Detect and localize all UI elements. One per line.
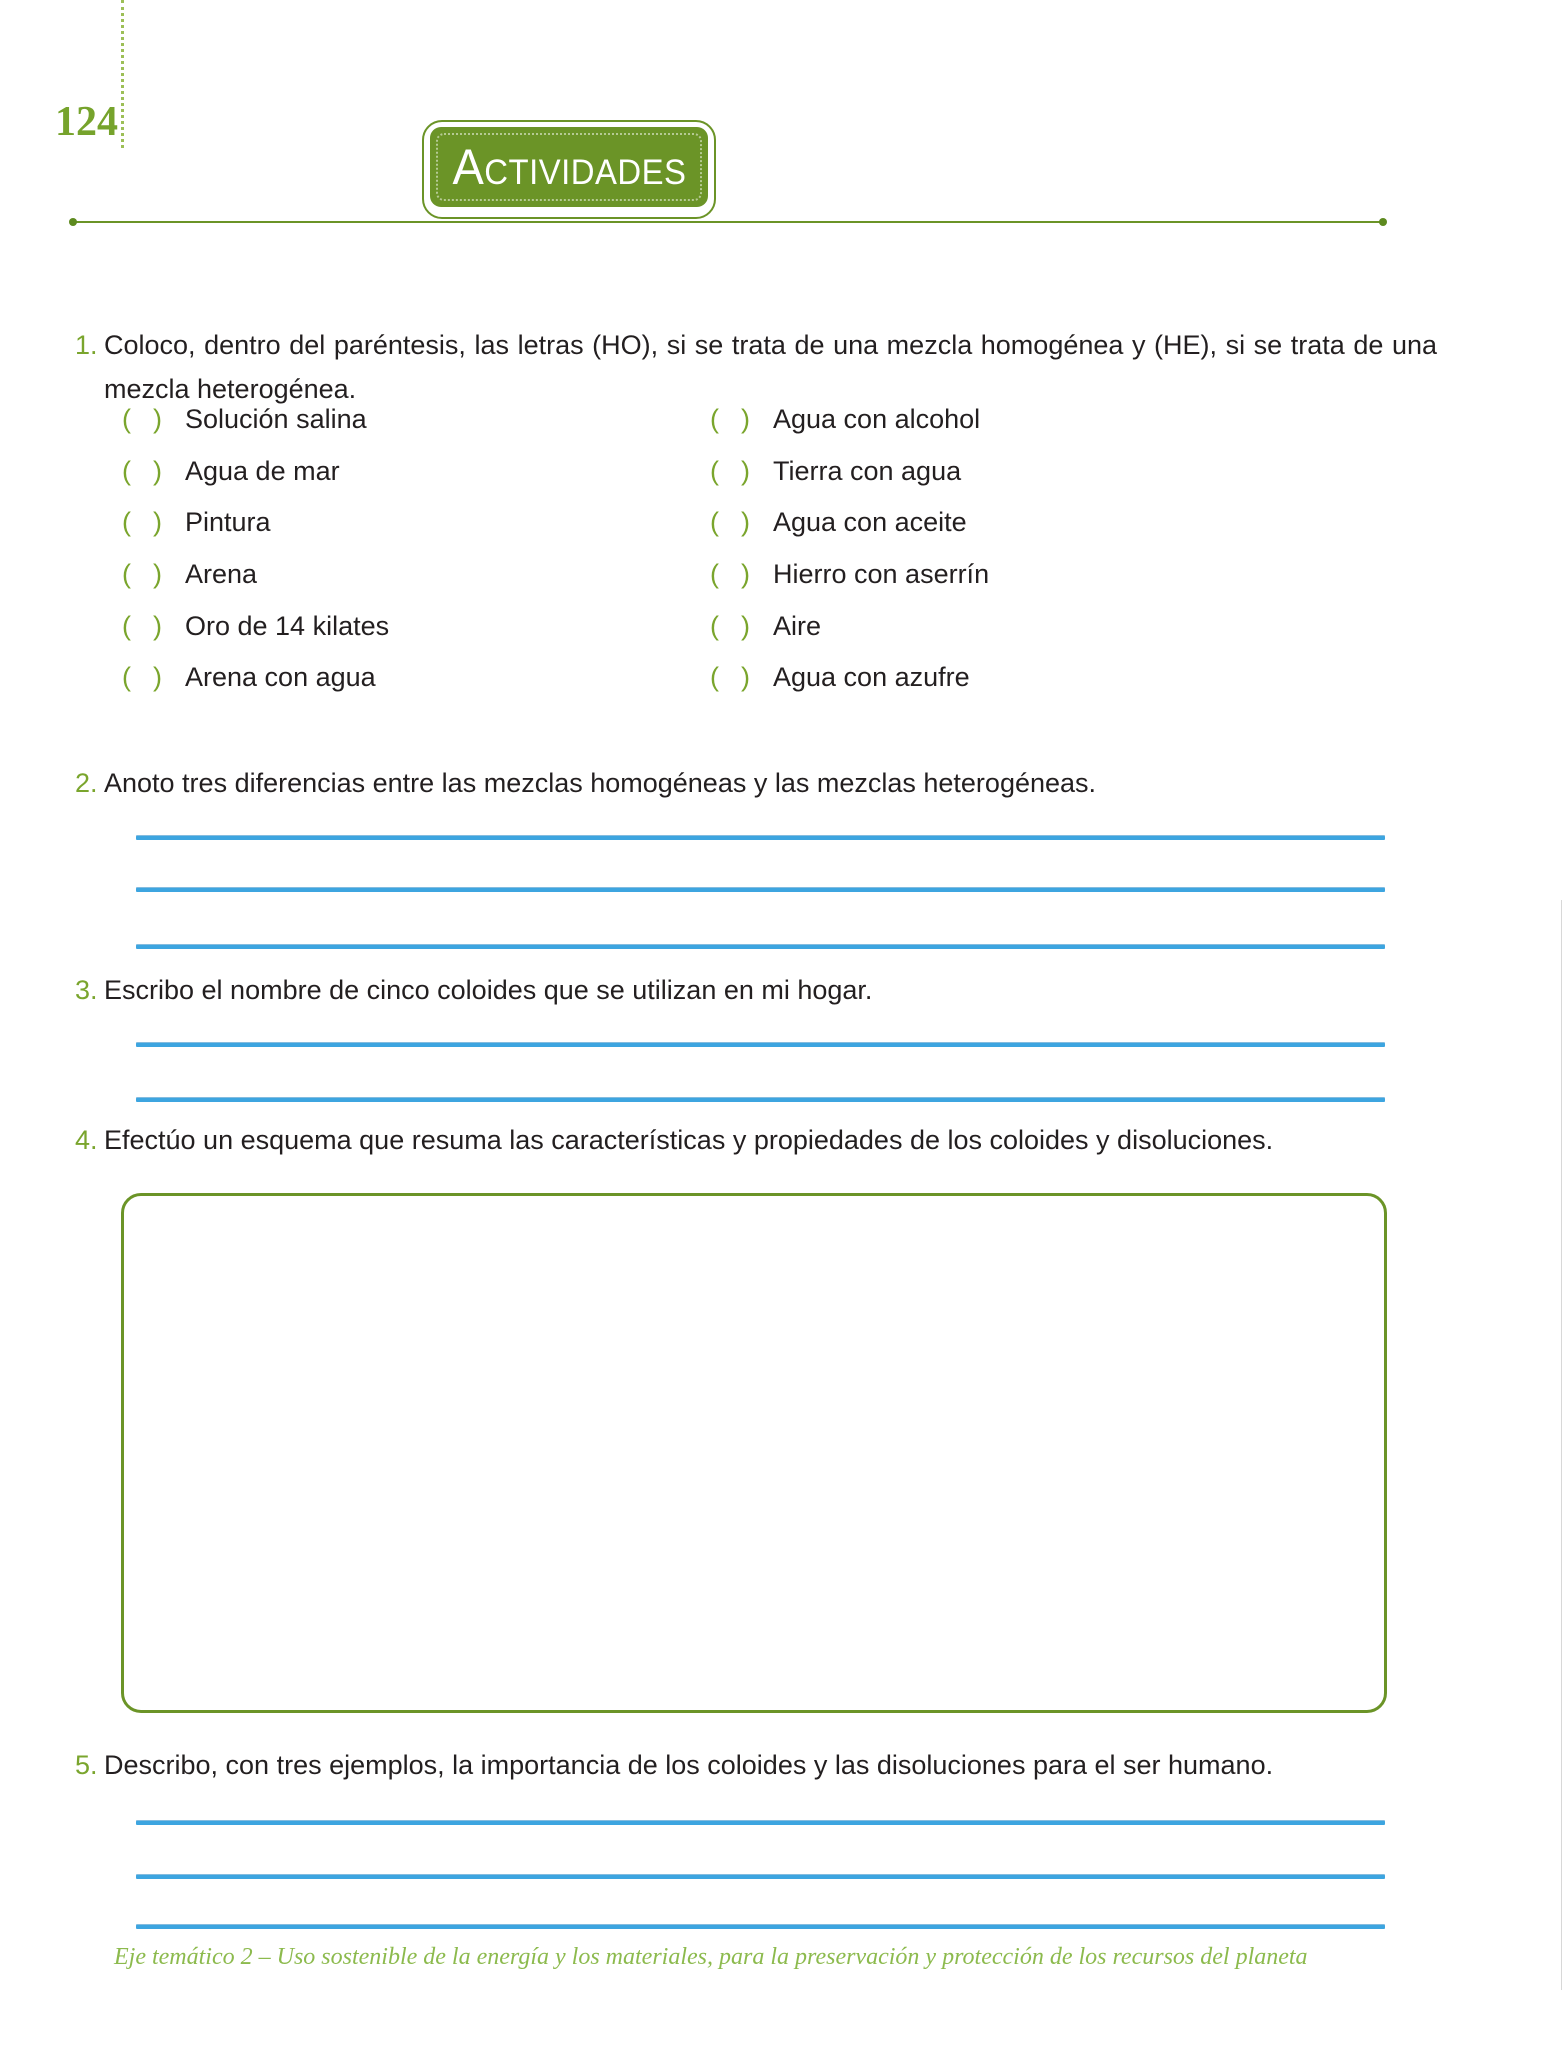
paren-close: ): [741, 404, 750, 434]
matching-row: [0, 652, 1564, 704]
answer-line[interactable]: [136, 1043, 1385, 1047]
header-rule: [73, 221, 1383, 223]
paren-close: ): [153, 507, 162, 538]
question-4-number: 4.: [75, 1125, 98, 1155]
matching-cell: [710, 446, 961, 498]
paren-slot[interactable]: (: [710, 559, 719, 590]
answer-line[interactable]: [136, 836, 1385, 840]
question-5-number: 5.: [75, 1750, 98, 1780]
paren-slot[interactable]: (: [122, 404, 131, 434]
matching-cell: [122, 446, 340, 498]
matching-row: [0, 601, 1564, 653]
answer-line[interactable]: [136, 888, 1385, 892]
activities-banner: [430, 127, 708, 207]
item-label: Hierro con aserrín: [773, 559, 990, 590]
paren-close: ): [741, 455, 750, 486]
margin-dotted-line: [121, 0, 124, 148]
paren-close: ): [741, 559, 750, 590]
page-number: 124: [55, 99, 118, 145]
paren-close: ): [741, 507, 750, 538]
paren-slot[interactable]: (: [122, 455, 131, 486]
paren-slot[interactable]: (: [710, 662, 719, 693]
question-4-text: Efectúo un esquema que resuma las características y propiedades de los coloides y disoluciones.: [104, 1125, 1274, 1155]
matching-cell: [122, 497, 271, 549]
question-3-text: Escribo el nombre de cinco coloides que se utilizan en mi hogar.: [104, 975, 873, 1005]
question-3: [75, 968, 1437, 1012]
paren-slot[interactable]: (: [710, 455, 719, 486]
matching-list: [0, 394, 1564, 704]
matching-cell: [122, 549, 257, 601]
paren-close: ): [741, 662, 750, 693]
paren-close: ): [153, 610, 162, 641]
item-label: Pintura: [185, 507, 271, 538]
matching-cell: [122, 394, 367, 446]
paren-close: ): [153, 404, 162, 434]
question-4: [75, 1118, 1437, 1162]
drawing-box[interactable]: [121, 1193, 1387, 1713]
banner-title: [452, 139, 686, 195]
paren-slot[interactable]: (: [122, 559, 131, 590]
paren-close: ): [741, 610, 750, 641]
answer-line[interactable]: [136, 1875, 1385, 1879]
answer-line[interactable]: [136, 945, 1385, 949]
matching-cell: [122, 601, 389, 653]
question-5-text: Describo, con tres ejemplos, la importancia de los coloides y las disoluciones para el ser humano.: [104, 1750, 1274, 1780]
item-label: Aire: [773, 610, 822, 641]
question-2-text: Anoto tres diferencias entre las mezclas homogéneas y las mezclas heterogéneas.: [104, 768, 1097, 798]
matching-cell: [710, 497, 967, 549]
matching-row: [0, 497, 1564, 549]
matching-cell: [122, 652, 376, 704]
item-label: Agua con aceite: [773, 507, 967, 538]
paren-slot[interactable]: (: [122, 507, 131, 538]
question-2: [75, 761, 1437, 805]
answer-line[interactable]: [136, 1925, 1385, 1929]
banner-title-initial: A: [452, 139, 484, 195]
matching-cell: [710, 652, 970, 704]
item-label: Tierra con agua: [773, 455, 962, 486]
banner-box: [430, 127, 708, 207]
page-edge-line: [1561, 900, 1562, 1990]
paren-slot[interactable]: (: [122, 662, 131, 693]
question-5: [75, 1743, 1437, 1787]
paren-close: ): [153, 662, 162, 693]
item-label: Arena: [185, 559, 258, 590]
paren-close: ): [153, 455, 162, 486]
question-3-number: 3.: [75, 975, 98, 1005]
item-label: Oro de 14 kilates: [185, 610, 390, 641]
matching-cell: [710, 549, 989, 601]
item-label: Agua de mar: [185, 455, 340, 486]
paren-close: ): [153, 559, 162, 590]
question-2-number: 2.: [75, 768, 98, 798]
matching-row: [0, 446, 1564, 498]
banner-title-rest: CTIVIDADES: [483, 153, 686, 192]
matching-row: [0, 549, 1564, 601]
question-1-text: Coloco, dentro del paréntesis, las letras (HO), si se trata de una mezcla homogénea y (HE), si se trata de una mezcla heterogénea.: [104, 330, 1437, 404]
question-1-number: 1.: [75, 330, 98, 360]
answer-line[interactable]: [136, 1821, 1385, 1825]
answer-line[interactable]: [136, 1098, 1385, 1102]
paren-slot[interactable]: (: [710, 404, 719, 434]
matching-cell: [710, 601, 821, 653]
item-label: Agua con azufre: [773, 662, 970, 693]
item-label: Solución salina: [185, 404, 367, 434]
paren-slot[interactable]: (: [710, 610, 719, 641]
item-label: Arena con agua: [185, 662, 376, 693]
paren-slot[interactable]: (: [710, 507, 719, 538]
matching-cell: [710, 394, 980, 446]
paren-slot[interactable]: (: [122, 610, 131, 641]
item-label: Agua con alcohol: [773, 404, 981, 434]
matching-row: [0, 394, 1564, 446]
footer-note: Eje temático 2 – Uso sostenible de la energía y los materiales, para la preservación y protección de los recursos del planeta: [114, 1944, 1308, 1970]
